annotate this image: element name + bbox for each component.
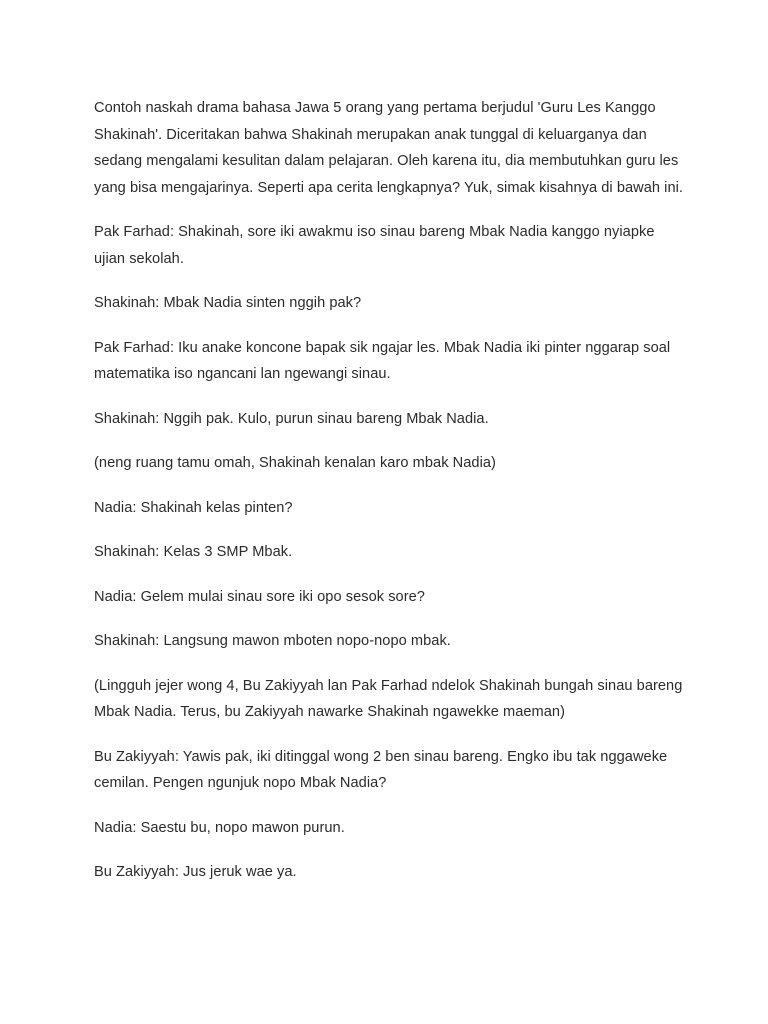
intro-paragraph: Contoh naskah drama bahasa Jawa 5 orang yang pertama berjudul 'Guru Les Kanggo Shakinah'. Diceritakan bahwa Shakinah merupakan anak tunggal di keluarganya dan sedang mengalami kesulitan dalam pelajaran. Oleh karena itu, dia membutuhkan guru les yang bisa mengajarinya. Seperti apa cerita lengkapnya? Yuk, simak kisahnya di bawah ini.	[94, 100, 684, 196]
dialogue-line: Nadia: Shakinah kelas pinten?	[94, 499, 293, 516]
stage-direction: (neng ruang tamu omah, Shakinah kenalan karo mbak Nadia)	[94, 455, 496, 471]
dialogue-line: Nadia: Saestu bu, nopo mawon purun.	[94, 819, 345, 836]
dialogue-line: Nadia: Gelem mulai sinau sore iki opo sesok sore?	[94, 588, 425, 605]
dialogue-line: Shakinah: Mbak Nadia sinten nggih pak?	[94, 295, 362, 311]
dialogue-line: Bu Zakiyyah: Jus jeruk wae ya.	[94, 864, 297, 880]
dialogue-line: Shakinah: Langsung mawon mboten nopo-nopo mbak.	[94, 633, 451, 649]
document-page	[94, 95, 684, 904]
dialogue-line: Shakinah: Kelas 3 SMP Mbak.	[94, 544, 293, 560]
stage-direction: (Lingguh jejer wong 4, Bu Zakiyyah lan Pak Farhad ndelok Shakinah bungah sinau bareng Mbak Nadia. Terus, bu Zakiyyah nawarke Shakinah ngawekke maeman)	[94, 677, 683, 720]
dialogue-line: Pak Farhad: Iku anake koncone bapak sik ngajar les. Mbak Nadia iki pinter nggarap soal matematika iso ngancani lan ngewangi sinau.	[94, 339, 671, 382]
dialogue-line: Bu Zakiyyah: Yawis pak, iki ditinggal wong 2 ben sinau bareng. Engko ibu tak nggaweke cemilan. Pengen ngunjuk nopo Mbak Nadia?	[94, 748, 668, 791]
dialogue-line: Pak Farhad: Shakinah, sore iki awakmu iso sinau bareng Mbak Nadia kanggo nyiapke ujian sekolah.	[94, 224, 655, 267]
dialogue-line: Shakinah: Nggih pak. Kulo, purun sinau bareng Mbak Nadia.	[94, 410, 489, 427]
